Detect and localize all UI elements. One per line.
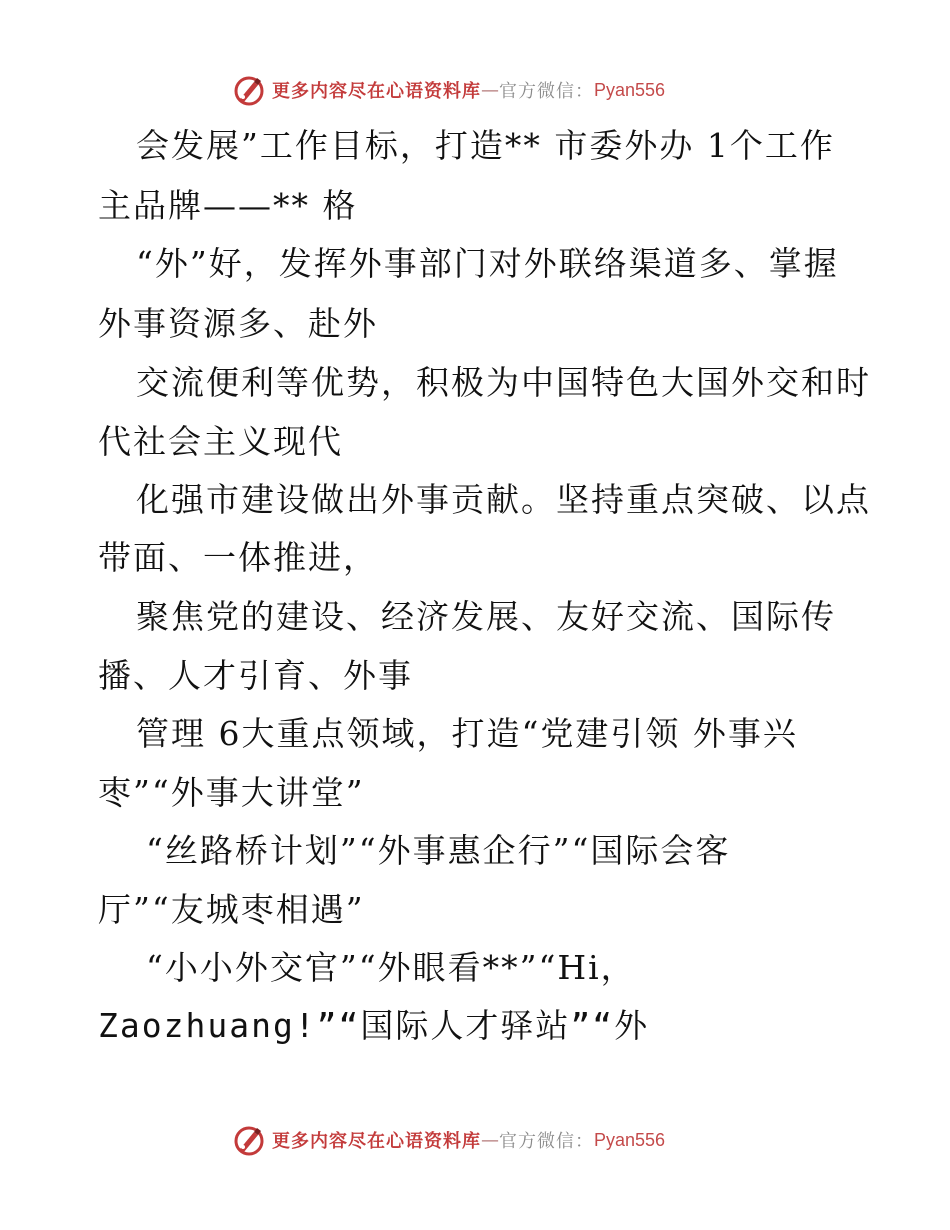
banner-wechat-label: 官方微信： [499, 81, 594, 102]
body-line: 主品牌——** 格 [98, 186, 358, 225]
body-line: 枣”“外事大讲堂” [98, 773, 365, 812]
banner-site-text: 更多内容尽在心语资料库 [272, 81, 481, 102]
body-line: 代社会主义现代 [98, 422, 343, 461]
body-line: “外”好，发挥外事部门对外联络渠道多、掌握 [136, 244, 839, 283]
body-line: 交流便利等优势，积极为中国特色大国外交和时 [136, 363, 871, 402]
banner-wechat-account: Pyan556 [594, 79, 666, 100]
body-line: 带面、一体推进， [98, 538, 378, 577]
footer-banner [232, 1122, 665, 1158]
banner-wechat-label: 官方微信： [499, 1131, 594, 1152]
body-line: Zaozhuang!”“国际人才驿站”“外 [98, 1006, 650, 1045]
banner-dash: — [481, 79, 499, 101]
header-banner [232, 72, 665, 108]
pen-swirl-logo-icon [232, 1123, 266, 1157]
body-line: “丝路桥计划”“外事惠企行”“国际会客 [146, 831, 731, 870]
banner-dash: — [481, 1129, 499, 1151]
body-line: 会发展”工作目标，打造** 市委外办 1个工作 [136, 126, 835, 165]
body-line: “小小外交官”“外眼看**”“Hi， [146, 948, 636, 987]
body-line: 管理 6大重点领域，打造“党建引领 外事兴 [136, 714, 798, 753]
body-line: 化强市建设做出外事贡献。坚持重点突破、以点 [136, 480, 871, 519]
body-line: 外事资源多、赴外 [98, 304, 378, 343]
body-line: 播、人才引育、外事 [98, 656, 413, 695]
banner-site-text: 更多内容尽在心语资料库 [272, 1131, 481, 1152]
body-line: 厅”“友城枣相遇” [98, 890, 365, 929]
pen-swirl-logo-icon [232, 73, 266, 107]
banner-wechat-account: Pyan556 [594, 1129, 666, 1150]
body-line: 聚焦党的建设、经济发展、友好交流、国际传 [136, 597, 836, 636]
